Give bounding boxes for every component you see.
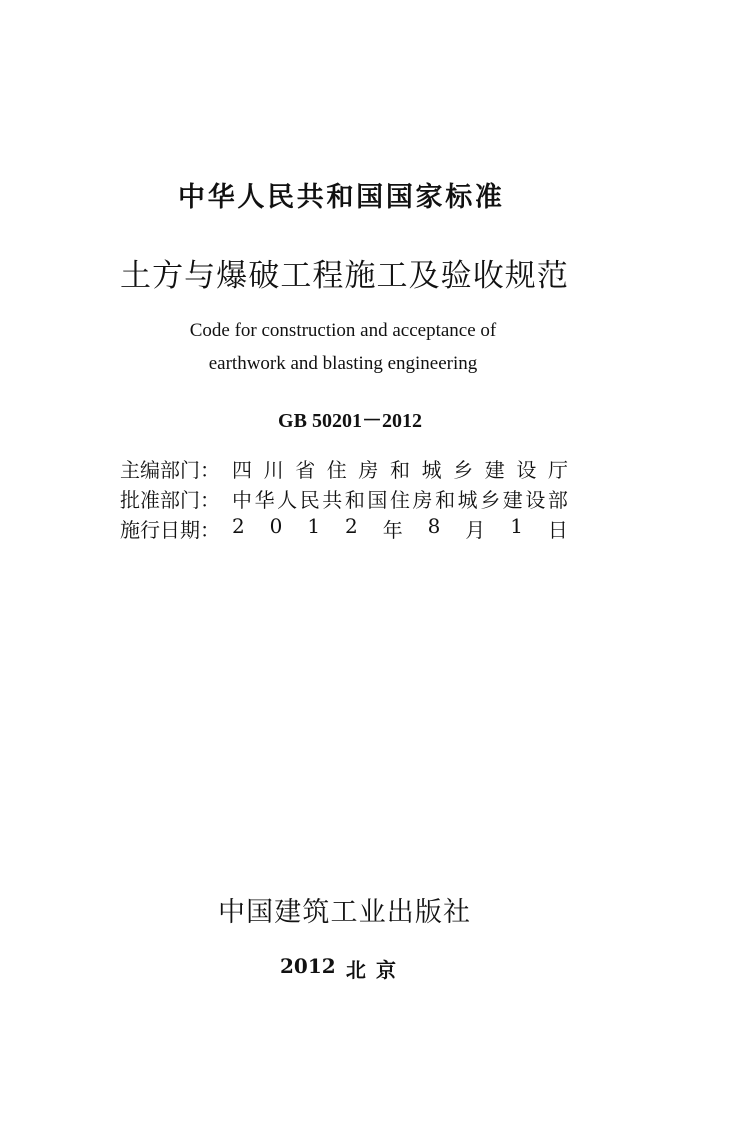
glyph: 川: [263, 458, 284, 482]
glyph: 工: [376, 258, 408, 294]
publication-year-place: [280, 954, 396, 983]
glyph: 共: [296, 182, 324, 213]
info-value: [232, 454, 568, 483]
glyph: 华: [254, 488, 275, 512]
glyph: 国: [385, 182, 413, 213]
glyph: 年: [382, 518, 403, 542]
glyph: 程: [312, 258, 344, 294]
glyph: 工: [280, 258, 312, 294]
glyph: 民: [267, 182, 295, 213]
glyph: 部: [547, 488, 568, 512]
glyph: 和: [344, 488, 365, 512]
standard-code: GB 50201－2012: [278, 410, 422, 432]
glyph: 建: [502, 488, 523, 512]
info-label: 批准部门：: [120, 488, 220, 512]
glyph: 2012: [280, 954, 336, 978]
standard-series: [178, 175, 502, 214]
glyph: 和: [326, 182, 354, 213]
info-value: [232, 514, 568, 543]
glyph: 验: [440, 258, 472, 294]
glyph: 人: [237, 182, 265, 213]
glyph: 华: [207, 182, 235, 213]
glyph: 京: [375, 958, 396, 982]
glyph: 中: [232, 488, 252, 512]
glyph: 房: [358, 458, 379, 482]
glyph: 施: [344, 258, 376, 294]
glyph: 设: [516, 458, 537, 482]
glyph: 社: [443, 897, 470, 928]
glyph: 住: [389, 488, 410, 512]
glyph: 乡: [480, 488, 501, 512]
glyph: 破: [248, 258, 280, 294]
publisher: [218, 890, 470, 929]
glyph: 收: [472, 258, 504, 294]
glyph: 家: [415, 182, 443, 213]
glyph: 四: [232, 458, 252, 482]
glyph: 民: [299, 488, 320, 512]
glyph: 和: [389, 458, 410, 482]
glyph: 和: [435, 488, 456, 512]
english-title-line-2: earthwork and blasting engineering: [208, 353, 478, 374]
glyph: 2: [232, 514, 245, 538]
info-value: [232, 484, 568, 513]
info-row-editor: [120, 454, 568, 483]
glyph: 建: [484, 458, 505, 482]
info-row-effective-date: [120, 514, 568, 543]
glyph: 中: [178, 182, 205, 213]
info-label: 施行日期：: [120, 518, 220, 542]
glyph: 日: [547, 518, 568, 542]
glyph: 与: [184, 258, 216, 294]
document-title: [120, 250, 568, 295]
glyph: 建: [274, 897, 302, 928]
glyph: 业: [358, 897, 386, 928]
glyph: 方: [152, 258, 184, 294]
glyph: 土: [120, 258, 151, 294]
glyph: 人: [277, 488, 298, 512]
info-row-approver: [120, 484, 568, 513]
glyph: 1: [307, 514, 321, 538]
glyph: 国: [246, 897, 274, 928]
glyph: 设: [525, 488, 546, 512]
glyph: 城: [457, 488, 478, 512]
glyph: 厅: [547, 458, 568, 482]
glyph: 筑: [302, 897, 330, 928]
english-title-line-1: Code for construction and acceptance of: [189, 320, 497, 341]
glyph: 月: [465, 518, 486, 542]
glyph: 中: [218, 897, 245, 928]
glyph: 规: [504, 258, 536, 294]
glyph: 0: [269, 514, 283, 538]
glyph: 爆: [216, 258, 248, 294]
glyph: 工: [330, 897, 358, 928]
glyph: 共: [322, 488, 343, 512]
glyph: 省: [295, 458, 316, 482]
glyph: 范: [536, 258, 568, 294]
glyph: 城: [421, 458, 442, 482]
glyph: 及: [408, 258, 440, 294]
glyph: 房: [412, 488, 433, 512]
glyph: 8: [427, 514, 441, 538]
glyph: 标: [445, 182, 473, 213]
glyph: 2: [345, 514, 358, 538]
glyph: 北: [345, 958, 366, 982]
glyph: 出: [386, 897, 414, 928]
glyph: 准: [474, 182, 502, 213]
glyph: 国: [367, 488, 388, 512]
glyph: 版: [414, 897, 442, 928]
glyph: 国: [356, 182, 384, 213]
info-label: 主编部门：: [120, 458, 220, 482]
glyph: 住: [326, 458, 347, 482]
glyph: 乡: [453, 458, 474, 482]
glyph: 1: [510, 514, 523, 538]
